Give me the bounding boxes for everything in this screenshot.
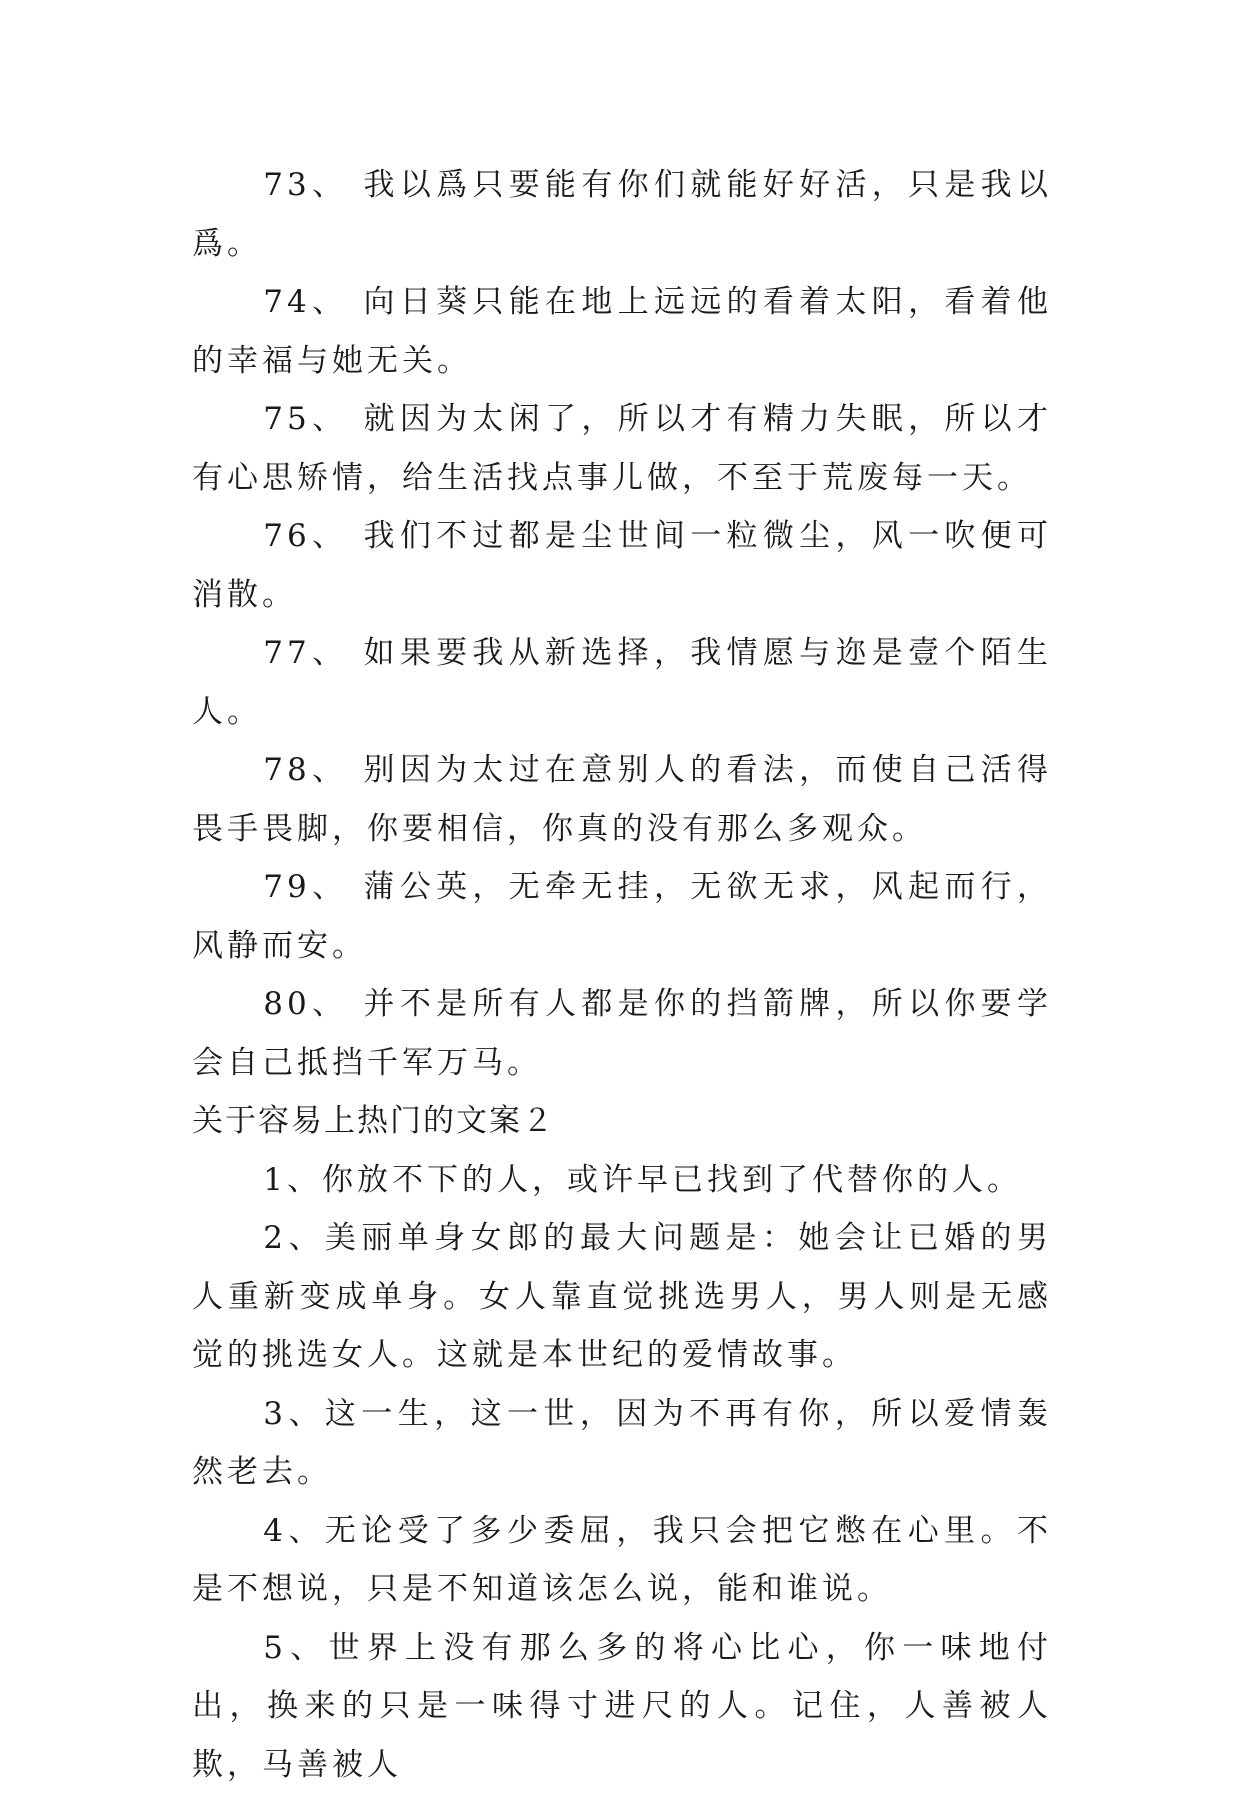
paragraph-4: 4、无论受了多少委屈，我只会把它憋在心里。不是不想说，只是不知道该怎么说，能和谁说。 <box>192 1502 1052 1619</box>
section-heading: 关于容易上热门的文案２ <box>192 1092 1052 1151</box>
paragraph-75: 75、 就因为太闲了，所以才有精力失眠，所以才有心思矫情，给生活找点事儿做，不至于荒废每一天。 <box>192 390 1052 507</box>
paragraph-77: 77、 如果要我从新选择，我情愿与迩是壹个陌生人。 <box>192 624 1052 741</box>
paragraph-1: 1、你放不下的人，或许早已找到了代替你的人。 <box>192 1151 1052 1210</box>
paragraph-80: 80、 并不是所有人都是你的挡箭牌，所以你要学会自己抵挡千军万马。 <box>192 975 1052 1092</box>
paragraph-73: 73、 我以爲只要能有你们就能好好活，只是我以爲。 <box>192 156 1052 273</box>
document-page <box>192 156 1052 1794</box>
paragraph-3: 3、这一生，这一世，因为不再有你，所以爱情轰然老去。 <box>192 1385 1052 1502</box>
paragraph-5: 5、世界上没有那么多的将心比心，你一味地付出，换来的只是一味得寸进尺的人。记住，人善被人欺，马善被人 <box>192 1619 1052 1794</box>
paragraph-2: 2、美丽单身女郎的最大问题是：她会让已婚的男人重新变成单身。女人靠直觉挑选男人，男人则是无感觉的挑选女人。这就是本世纪的爱情故事。 <box>192 1209 1052 1385</box>
paragraph-74: 74、 向日葵只能在地上远远的看着太阳，看着他的幸福与她无关。 <box>192 273 1052 390</box>
paragraph-78: 78、 别因为太过在意别人的看法，而使自己活得畏手畏脚，你要相信，你真的没有那么多观众。 <box>192 741 1052 858</box>
paragraph-79: 79、 蒲公英，无牵无挂，无欲无求，风起而行，风静而安。 <box>192 858 1052 975</box>
paragraph-76: 76、 我们不过都是尘世间一粒微尘，风一吹便可消散。 <box>192 507 1052 624</box>
